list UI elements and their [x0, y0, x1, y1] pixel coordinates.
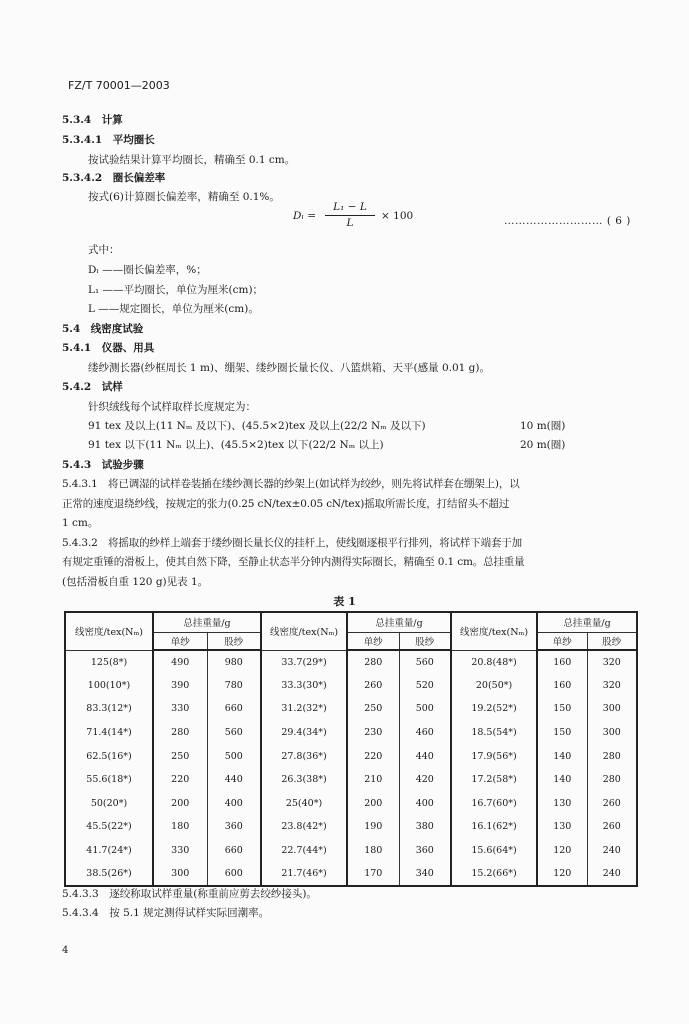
- heading-5-3-4-2: 5.3.4.2 圈长偏差率: [62, 172, 166, 184]
- table-cell: 160: [537, 650, 587, 674]
- table-row: [65, 697, 637, 721]
- sample-spec-2: 91 tex 以下(11 Nₘ 以上)、(45.5×2)tex 以下(22/2 Nₘ 以上): [88, 439, 384, 451]
- header-density-1: 线密度/tex(Nₘ): [65, 612, 153, 650]
- table-cell: 980: [207, 650, 261, 674]
- header-density-3: 线密度/tex(Nₘ): [451, 612, 537, 650]
- heading-5-3-4: 5.3.4 计算: [62, 114, 123, 126]
- table-cell: 280: [587, 744, 637, 768]
- page-number: 4: [62, 945, 69, 956]
- header-ply-2: 股纱: [399, 632, 451, 650]
- table-row: [65, 721, 637, 745]
- table-cell: 240: [587, 862, 637, 886]
- header-weight-2: 总挂重量/g: [347, 612, 451, 632]
- table-cell: 560: [207, 721, 261, 745]
- table-cell: 260: [587, 792, 637, 816]
- table-cell: 160: [537, 674, 587, 698]
- paragraph-5-4-3-2-line2: 有规定重锤的滑板上，使其自然下降，至静止状态半分钟内测得实际圈长，精确至 0.1 cm。总挂重量: [62, 556, 525, 568]
- table-cell: 27.8(36*): [261, 744, 347, 768]
- heading-5-4-3: 5.4.3 试验步骤: [62, 459, 144, 471]
- table-cell: 330: [153, 697, 207, 721]
- heading-5-3-4-1: 5.3.4.1 平均圈长: [62, 134, 155, 146]
- table-cell: 130: [537, 815, 587, 839]
- where-label: 式中：: [88, 244, 120, 256]
- table-row: [65, 839, 637, 863]
- table-cell: 460: [399, 721, 451, 745]
- paragraph-5-4-3-4: 5.4.3.4 按 5.1 规定测得试样实际回潮率。: [62, 907, 270, 919]
- table-cell: 41.7(24*): [65, 839, 153, 863]
- formula-numerator: L₁ − L: [325, 200, 375, 216]
- header-single-1: 单纱: [153, 632, 207, 650]
- formula-denominator: L: [346, 217, 354, 229]
- table-cell: 280: [153, 721, 207, 745]
- table-cell: 390: [153, 674, 207, 698]
- table-cell: 360: [399, 839, 451, 863]
- table-cell: 33.3(30*): [261, 674, 347, 698]
- table-cell: 300: [587, 721, 637, 745]
- table-cell: 23.8(42*): [261, 815, 347, 839]
- table-cell: 15.6(64*): [451, 839, 537, 863]
- table-cell: 660: [207, 839, 261, 863]
- table-cell: 380: [399, 815, 451, 839]
- table-cell: 45.5(22*): [65, 815, 153, 839]
- table-cell: 320: [587, 650, 637, 674]
- table-cell: 250: [153, 744, 207, 768]
- table-cell: 330: [153, 839, 207, 863]
- sample-spec-1-length: 10 m(圈): [520, 420, 566, 432]
- table-cell: 180: [347, 839, 399, 863]
- table-cell: 250: [347, 697, 399, 721]
- table-cell: 400: [399, 792, 451, 816]
- table-cell: 140: [537, 744, 587, 768]
- table-cell: 38.5(26*): [65, 862, 153, 886]
- table-cell: 71.4(14*): [65, 721, 153, 745]
- paragraph-5-4-3-3: 5.4.3.3 逐绞称取试样重量(称重前应剪去绞纱接头)。: [62, 888, 317, 900]
- table-cell: 25(40*): [261, 792, 347, 816]
- table-row: [65, 768, 637, 792]
- table-row: [65, 674, 637, 698]
- table-row: [65, 650, 637, 674]
- table-cell: 62.5(16*): [65, 744, 153, 768]
- table-cell: 15.2(66*): [451, 862, 537, 886]
- table-cell: 440: [207, 768, 261, 792]
- table-cell: 150: [537, 721, 587, 745]
- table-cell: 140: [537, 768, 587, 792]
- table-cell: 150: [537, 697, 587, 721]
- paragraph-5-4-3-1-line2: 正常的速度退绕纱线，按规定的张力(0.25 cN/tex±0.05 cN/tex)摇取所需长度，打结留头不超过: [62, 498, 510, 510]
- table-cell: 220: [347, 744, 399, 768]
- definition-l: L ——规定圈长，单位为厘米(cm)。: [88, 303, 259, 315]
- table-cell: 260: [347, 674, 399, 698]
- table-cell: 20(50*): [451, 674, 537, 698]
- paragraph-sample: 针织绒线每个试样取样长度规定为：: [88, 401, 256, 413]
- table-cell: 31.2(32*): [261, 697, 347, 721]
- sample-spec-1: 91 tex 及以上(11 Nₘ 及以下)、(45.5×2)tex 及以上(22/2 Nₘ 及以下): [88, 420, 426, 432]
- table-cell: 600: [207, 862, 261, 886]
- table-cell: 17.2(58*): [451, 768, 537, 792]
- table-row: [65, 815, 637, 839]
- table-cell: 500: [399, 697, 451, 721]
- hanging-weight-table: [64, 611, 638, 887]
- table-cell: 100(10*): [65, 674, 153, 698]
- paragraph-loop-deviation: 按式(6)计算圈长偏差率，精确至 0.1%。: [88, 191, 280, 203]
- heading-5-4-2: 5.4.2 试样: [62, 381, 123, 393]
- table-cell: 300: [587, 697, 637, 721]
- formula-lhs: Dₗ =: [293, 210, 317, 222]
- table-cell: 780: [207, 674, 261, 698]
- table-cell: 500: [207, 744, 261, 768]
- paragraph-5-4-3-2-line1: 5.4.3.2 将摇取的纱样上端套于缕纱圈长量长仪的挂杆上，使线圈逐根平行排列，将试样下端套于加: [62, 537, 523, 549]
- table-cell: 210: [347, 768, 399, 792]
- table-cell: 180: [153, 815, 207, 839]
- table-cell: 420: [399, 768, 451, 792]
- header-single-2: 单纱: [347, 632, 399, 650]
- table-cell: 260: [587, 815, 637, 839]
- table-cell: 520: [399, 674, 451, 698]
- table-cell: 200: [153, 792, 207, 816]
- table-cell: 21.7(46*): [261, 862, 347, 886]
- table-row: [65, 744, 637, 768]
- table-row: [65, 862, 637, 886]
- table-cell: 170: [347, 862, 399, 886]
- table-cell: 200: [347, 792, 399, 816]
- table-cell: 19.2(52*): [451, 697, 537, 721]
- definition-l1: L₁ ——平均圈长，单位为厘米(cm)；: [88, 284, 264, 296]
- header-weight-1: 总挂重量/g: [153, 612, 261, 632]
- table-caption: 表 1: [333, 595, 356, 608]
- table-cell: 50(20*): [65, 792, 153, 816]
- table-cell: 83.3(12*): [65, 697, 153, 721]
- table-cell: 280: [347, 650, 399, 674]
- table-cell: 320: [587, 674, 637, 698]
- table-row: [65, 792, 637, 816]
- paragraph-average-loop-length: 按试验结果计算平均圈长，精确至 0.1 cm。: [88, 154, 296, 166]
- table-cell: 220: [153, 768, 207, 792]
- header-density-2: 线密度/tex(Nₘ): [261, 612, 347, 650]
- header-ply-3: 股纱: [587, 632, 637, 650]
- table-cell: 18.5(54*): [451, 721, 537, 745]
- table-cell: 33.7(29*): [261, 650, 347, 674]
- table-cell: 17.9(56*): [451, 744, 537, 768]
- formula-fraction: [325, 200, 375, 231]
- paragraph-5-4-3-2-line3: (包括滑板自重 120 g)见表 1。: [62, 576, 209, 588]
- formula-6: [293, 200, 423, 234]
- header-single-3: 单纱: [537, 632, 587, 650]
- definition-dl: Dₗ ——圈长偏差率，%；: [88, 264, 207, 276]
- table-cell: 16.7(60*): [451, 792, 537, 816]
- paragraph-5-4-3-1-line1: 5.4.3.1 将已调湿的试样卷装插在缕纱测长器的纱架上(如试样为绞纱，则先将试样套在绷架上)，以: [62, 478, 520, 490]
- standard-number: FZ/T 70001—2003: [68, 79, 170, 92]
- paragraph-instruments: 缕纱测长器(纱框周长 1 m)、绷架、缕纱圈长量长仪、八篮烘箱、天平(感量 0.01 g)。: [88, 362, 490, 374]
- table-cell: 280: [587, 768, 637, 792]
- table-cell: 440: [399, 744, 451, 768]
- table-cell: 120: [537, 839, 587, 863]
- header-ply-1: 股纱: [207, 632, 261, 650]
- table-cell: 660: [207, 697, 261, 721]
- heading-5-4-1: 5.4.1 仪器、用具: [62, 342, 155, 354]
- formula-rhs: × 100: [381, 210, 414, 222]
- table-cell: 340: [399, 862, 451, 886]
- table-cell: 16.1(62*): [451, 815, 537, 839]
- heading-5-4: 5.4 线密度试验: [62, 323, 144, 335]
- paragraph-5-4-3-1-line3: 1 cm。: [62, 517, 99, 529]
- table-cell: 29.4(34*): [261, 721, 347, 745]
- table-cell: 120: [537, 862, 587, 886]
- table-cell: 240: [587, 839, 637, 863]
- header-weight-3: 总挂重量/g: [537, 612, 637, 632]
- equation-number: ……………………… ( 6 ): [504, 215, 631, 227]
- table-cell: 230: [347, 721, 399, 745]
- table-cell: 125(8*): [65, 650, 153, 674]
- table-cell: 55.6(18*): [65, 768, 153, 792]
- table-cell: 400: [207, 792, 261, 816]
- table-cell: 26.3(38*): [261, 768, 347, 792]
- table-cell: 300: [153, 862, 207, 886]
- table-cell: 490: [153, 650, 207, 674]
- table-cell: 560: [399, 650, 451, 674]
- table-cell: 22.7(44*): [261, 839, 347, 863]
- sample-spec-2-length: 20 m(圈): [520, 439, 566, 451]
- table-cell: 190: [347, 815, 399, 839]
- table-cell: 130: [537, 792, 587, 816]
- table-cell: 20.8(48*): [451, 650, 537, 674]
- table-cell: 360: [207, 815, 261, 839]
